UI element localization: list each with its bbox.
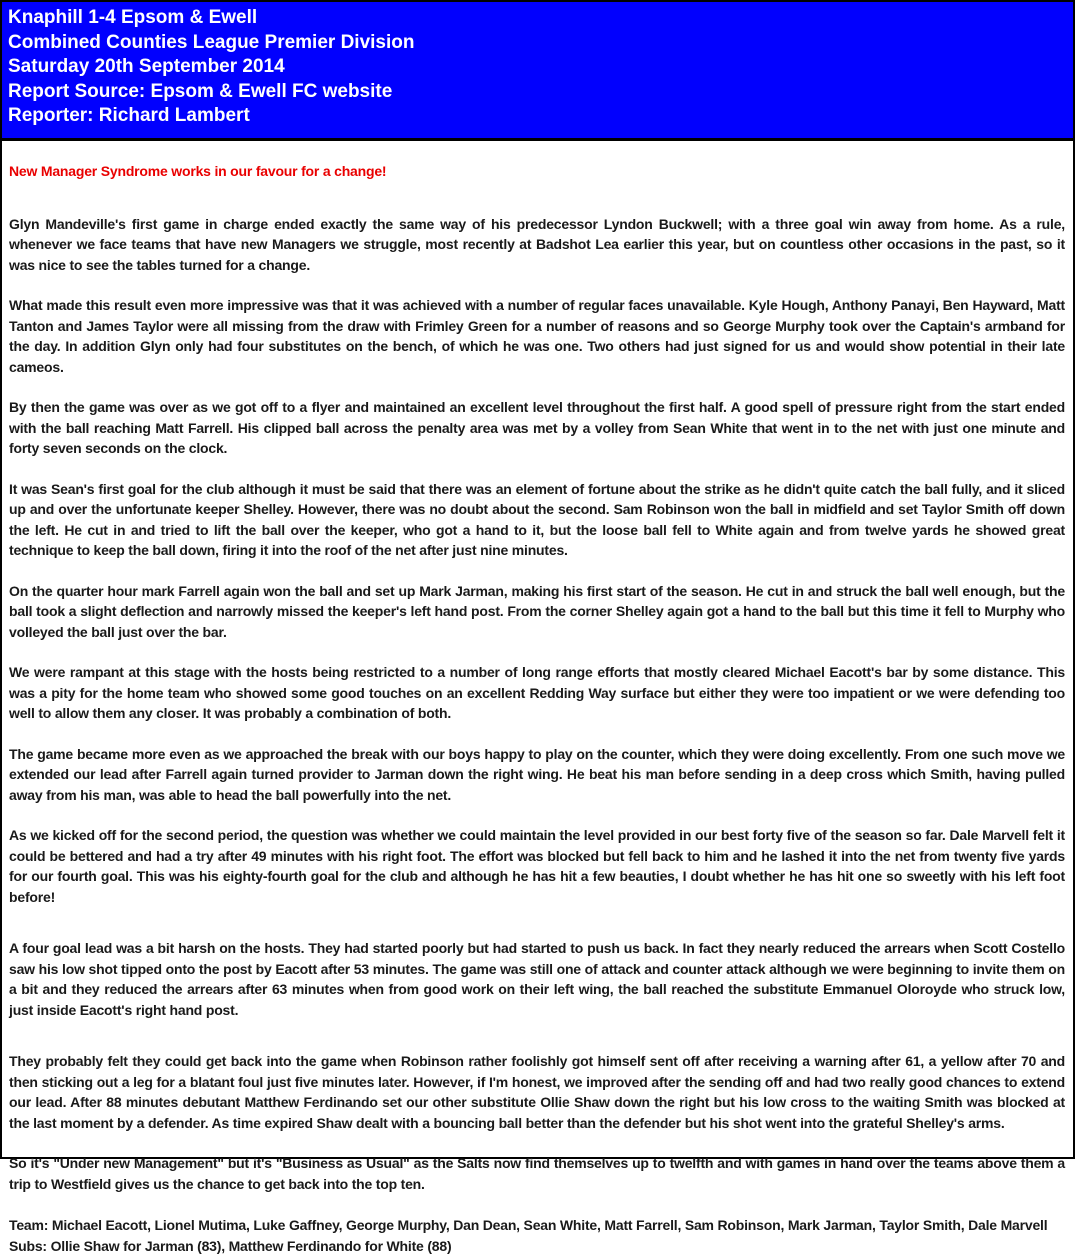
team-lineup-line: Team: Michael Eacott, Lionel Mutima, Luke Gaffney, George Murphy, Dan Dean, Sean White, Matt Farrell, Sam Robinson, Mark Jarman, Taylor Smith, Dale Marvell (9, 1217, 1048, 1234)
report-paragraph: It was Sean's first goal for the club although it must be said that there was an element of fortune about the strike as he didn't quite catch the ball fully, and it sliced up and over the unfortunate keeper Shelley. However, there was no doubt about the second. Sam Robinson won the ball in midfield and set Taylor Smith off down the left. He cut in and tried to lift the ball over the keeper, who got a hand to it, but the loose ball fell to White again and from twelve yards he showed great technique to keep the ball down, firing it into the roof of the net after just nine minutes. (9, 480, 1065, 559)
report-paragraph: A four goal lead was a bit harsh on the hosts. They had started poorly but had started to push us back. In fact they nearly reduced the arrears when Scott Costello saw his low shot tipped onto the post by Eacott after 53 minutes. The game was still one of attack and counter attack although we were beginning to invite them on a bit and they reduced the arrears after 63 minutes when from good work on their left wing, the ball reached the substitute Emmanuel Oloroyde who struck low, just inside Eacott's right hand post. (9, 940, 1065, 1018)
match-header-banner (2, 2, 1073, 141)
report-paragraph: We were rampant at this stage with the hosts being restricted to a number of long range efforts that mostly cleared Michael Eacott's bar by some distance. This was a pity for the home team who showed some good touches on an excellent Redding Way surface but either they were too impatient or we were defending too well to allow them any closer. It was probably a combination of both. (9, 664, 1065, 722)
report-headline: New Manager Syndrome works in our favour for a change! (9, 162, 387, 179)
report-paragraph: They probably felt they could get back into the game when Robinson rather foolishly got himself sent off after receiving a warning after 61, a yellow after 70 and then sticking out a leg for a blatant foul just five minutes later. However, if I'm honest, we improved after the sending off and had two really good chances to extend our lead. After 88 minutes debutant Matthew Ferdinando set our other substitute Ollie Shaw down the right but his low cross to the waiting Smith was blocked at the last moment by a defender. As time expired Shaw dealt with a bouncing ball better than the defender but his shot went into the grateful Shelley's arms. (9, 1053, 1065, 1131)
league-name: Combined Counties League Premier Division (8, 31, 415, 53)
report-source: Report Source: Epsom & Ewell FC website (8, 80, 393, 102)
team-listing (9, 1215, 1065, 1256)
report-body (2, 141, 1073, 1256)
report-paragraph: The game became more even as we approached the break with our boys happy to play on the counter, which they were doing excellently. From one such move we extended our lead after Farrell again turned provider to Jarman down the right wing. He beat his man before sending in a deep cross which Smith, having pulled away from his man, was able to head the ball powerfully into the net. (9, 745, 1065, 803)
match-date: Saturday 20th September 2014 (8, 56, 285, 78)
team-subs-line: Subs: Ollie Shaw for Jarman (83), Matthew Ferdinando for White (88) (9, 1237, 452, 1254)
reporter-name: Reporter: Richard Lambert (8, 105, 250, 127)
report-paragraph: On the quarter hour mark Farrell again won the ball and set up Mark Jarman, making his first start of the season. He cut in and struck the ball well enough, but the ball took a slight deflection and narrowly missed the keeper's left hand post. From the corner Shelley again got a hand to the ball but this time it fell to Murphy who volleyed the ball just over the bar. (9, 582, 1065, 640)
report-paragraph: By then the game was over as we got off to a flyer and maintained an excellent level throughout the first half. A good spell of pressure right from the start ended with the ball reaching Matt Farrell. His clipped ball across the penalty area was met by a volley from Sean White that went in to the net with just one minute and forty seven seconds on the clock. (9, 399, 1065, 457)
report-paragraph: So it's "Under new Management" but it's "Business as Usual" as the Salts now find themselves up to twelfth and with games in hand over the teams above them a trip to Westfield gives us the chance to get back into the top ten. (9, 1155, 1065, 1192)
report-paragraph: Glyn Mandeville's first game in charge ended exactly the same way of his predecessor Lyndon Buckwell; with a three goal win away from home. As a rule, whenever we face teams that have new Managers we struggle, most recently at Badshot Lea earlier this year, but on countless other occasions in the past, so it was nice to see the tables turned for a change. (9, 215, 1065, 273)
report-paragraph: What made this result even more impressive was that it was achieved with a number of regular faces unavailable. Kyle Hough, Anthony Panayi, Ben Hayward, Matt Tanton and James Taylor were all missing from the draw with Frimley Green for a number of reasons and so George Murphy took over the Captain's armband for the day. In addition Glyn only had four substitutes on the bench, of which he was one. Two others had just signed for us and would show potential in their late cameos. (9, 297, 1065, 375)
match-score-title: Knaphill 1-4 Epsom & Ewell (8, 7, 258, 28)
report-paragraph: As we kicked off for the second period, the question was whether we could maintain the level provided in our best forty five of the season so far. Dale Marvell felt it could be bettered and had a try after 49 minutes with his right foot. The effort was blocked but fell back to him and he lashed it into the net from twenty five yards for our fourth goal. This was his eighty-fourth goal for the club and although he has hit a few beauties, I doubt whether he has hit one so sweetly with his left foot before! (9, 827, 1065, 905)
